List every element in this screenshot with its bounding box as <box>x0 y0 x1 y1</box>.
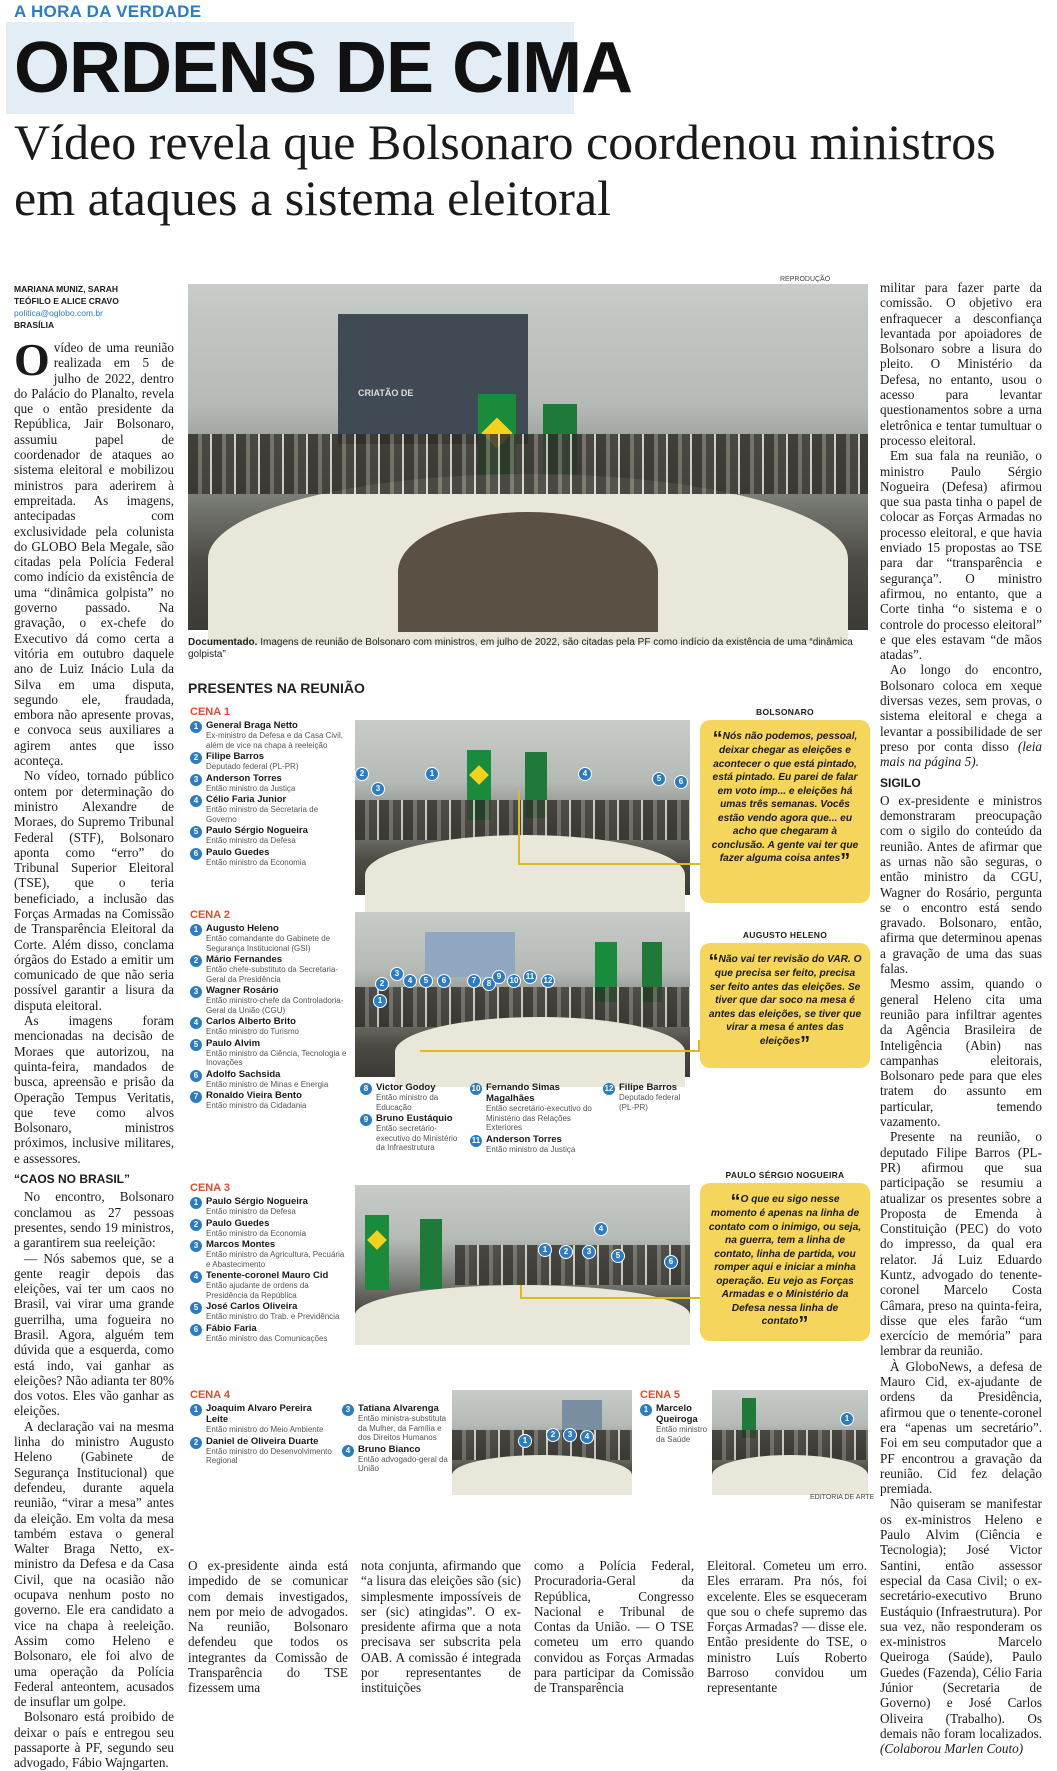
marker-3: 3 <box>390 967 404 981</box>
byline <box>14 283 174 331</box>
cena1-label: CENA 1 <box>190 706 230 718</box>
person-role: Então ministro da Justiça <box>206 783 296 793</box>
person-entry <box>190 1016 350 1037</box>
person-role: Deputado federal (PL-PR) <box>206 762 299 771</box>
quote1-box: “Nós não podemos, pessoal, deixar chegar as eleições e acontecer o que está pintado, está pintado. Eu parei de falar em voto imp... e eleições há umas três semanas. Vocês estão vendo agora que... eu acho que chegaram à conclusão. A gente vai ter que fazer alguma coisa antes” <box>700 720 870 903</box>
person-role: Então ministro da Defesa <box>206 836 296 845</box>
marker-4: 4 <box>403 974 417 988</box>
person-name: Anderson Torres <box>486 1133 562 1145</box>
cena4-list-b <box>342 1403 452 1475</box>
person-entry <box>360 1082 465 1112</box>
marker-3: 3 <box>582 1245 596 1259</box>
person-name: Bruno Eustáquio <box>376 1113 453 1124</box>
person-entry <box>190 1038 350 1068</box>
quote2-box: “Não vai ter revisão do VAR. O que precisa ser feito, precisa ser feito antes das eleições. Se tiver que dar soco na mesa é antes das eleições, se tiver que virar a mesa é antes das eleições” <box>700 943 870 1068</box>
person-role: Então ministro da Economia <box>206 857 307 867</box>
presentes-heading: PRESENTES NA REUNIÃO <box>188 680 365 696</box>
person-entry <box>190 1218 350 1239</box>
person-number: 2 <box>190 1437 202 1449</box>
paragraph: — Nós sabemos que, se a gente reagir depois das eleições, vai ter um caos no Brasil, vai virar uma grande guerrilha, uma fogueira no Brasil. Agora, alguém tem dúvida que a esquerda, como está indo, vai ganhar as eleições? Não adianta ter 80% dos votos. Eles vão ganhar as eleições. <box>14 1250 174 1419</box>
paragraph: Ao longo do encontro, Bolsonaro coloca em xeque diversas vezes, sem provas, o sistema eleitoral e chega a levantar a possibilidade de ser preso por conta disso (leia mais na página 5). <box>880 662 1042 770</box>
paragraph: A declaração vai na mesma linha do ministro Augusto Heleno (Gabinete de Segurança Institucional) que defendeu, durante aquela reunião, “virar a mesa” antes da eleição. Em volta da mesa também estava o general Walter Braga Netto, ex-ministro da Defesa e da Casa Civil, que na ocasião não ocupava nenhum posto no governo. Ele era candidato a vice na chapa à reeleição. Assim como Heleno e Bolsonaro, ele foi alvo de uma operação da Polícia Federal anteontem, acusados de insuflar um golpe. <box>14 1418 174 1710</box>
person-entry <box>190 1436 335 1466</box>
bottom-column-1: O ex-presidente ainda está impedido de se comunicar com demais investigados, nem por meio de advogados. Na reunião, Bolsonaro defendeu que todos os integrantes da Comissão de Transparência do TSE fizessem uma <box>188 1558 348 1696</box>
person-name: Tatiana Alvarenga <box>358 1403 439 1414</box>
person-name: Tenente-coronel Mauro Cid <box>206 1270 329 1281</box>
person-number: 4 <box>190 1017 202 1029</box>
person-name: Wagner Rosário <box>206 985 279 996</box>
marker-1: 1 <box>518 1434 532 1448</box>
person-number: 4 <box>190 1271 202 1283</box>
person-role: Então chefe-substituto da Secretaria-Geral da Presidência <box>206 965 339 984</box>
person-role: Então ministro da Defesa <box>206 1207 296 1216</box>
person-role: Então ministro da Agricultura, Pecuária e Abastecimento <box>206 1250 345 1269</box>
paragraph: As imagens foram mencionadas na decisão de Moraes que autorizou, na quinta-feira, mandados de busca, apreensão e prisão da Operação Tempus Veritatis, que teve como alvos Bolsonaro, ministros próximos, inclusive militares, e assessores. <box>14 1013 174 1166</box>
person-role: Então ministro das Comunicações <box>206 1333 328 1343</box>
cena2-list <box>190 905 350 1112</box>
person-name: José Carlos Oliveira <box>206 1301 298 1312</box>
person-number: 2 <box>190 955 202 967</box>
person-entry <box>190 773 350 794</box>
paragraph: Ovídeo de uma reunião realizada em 5 de julho de 2022, dentro do Palácio do Planalto, revela que o então presidente da República, Jair Bolsonaro, assumiu papel de coordenador de ataques ao sistema eleitoral e mobilizou ministros para aderirem à empreitada. As imagens, antecipadas com exclusividade pela colunista do GLOBO Bela Megale, são citadas pela Polícia Federal como indício da existência de uma “dinâmica golpista” no governo passado. Na gravação, o ex-chefe do Executivo dá como certa a vitória em outubro daquele ano de Luiz Inácio Lula da Silva em uma disputa, segundo ele, fraudada, embora não apresente provas, e convoca seus auxiliares a agirem antes que isso aconteça. <box>14 334 174 769</box>
paragraph: Bolsonaro está proibido de deixar o país e entregou seu passaporte à PF, segundo seu advogado, Fábio Wajngarten. <box>14 1709 174 1771</box>
marker-1: 1 <box>373 994 387 1008</box>
person-number: 8 <box>360 1083 372 1095</box>
quote3-speaker: PAULO SÉRGIO NOGUEIRA <box>725 1170 845 1180</box>
quote1-speaker: BOLSONARO <box>756 707 814 717</box>
cena3-photo <box>355 1185 690 1340</box>
person-entry <box>470 1134 595 1155</box>
dropcap: O <box>14 334 50 385</box>
photo-credit: REPRODUÇÃO <box>780 276 831 283</box>
bottom-column-2: nota conjunta, afirmando que “a lisura das eleições são (sic) simplesmente impossíveis de ser (sic) atingidas”. O ex-presidente afirma que a nota precisava ser subscrita pela OAB. A comissão é integrada por representantes de instituições <box>361 1558 521 1696</box>
person-name: Filipe Barros <box>206 751 265 762</box>
marker-2: 2 <box>375 977 389 991</box>
cena5-list <box>640 1385 710 1445</box>
person-number: 1 <box>190 1197 202 1209</box>
person-name: General Braga Netto <box>206 720 298 731</box>
person-name: Paulo Alvim <box>206 1037 261 1049</box>
person-name: Victor Godoy <box>376 1082 436 1093</box>
person-role: Deputado federal (PL-PR) <box>619 1093 681 1112</box>
person-entry <box>190 825 350 846</box>
person-name: Daniel de Oliveira Duarte <box>206 1435 319 1447</box>
marker-2: 2 <box>546 1428 560 1442</box>
graphic-credit: EDITORIA DE ARTE <box>810 1494 875 1501</box>
flag <box>420 1219 442 1289</box>
meeting-table <box>452 1455 632 1495</box>
marker-5: 5 <box>419 974 433 988</box>
person-entry <box>190 751 350 772</box>
person-number: 2 <box>190 752 202 764</box>
person-number: 3 <box>190 774 202 786</box>
paragraph: Em sua fala na reunião, o ministro Paulo Sérgio Nogueira (Defesa) afirmou que sua pasta tinha o papel de colocar as Forças Armadas no processo eleitoral, e que havia enviado 15 propostas ao TSE para dar “transparência e segurança”. O ministro afirmou, no entanto, que a Corte tinha “o sistema e o controle do processo eleitoral” e que eles estavam “de mãos atadas”. <box>880 448 1042 663</box>
person-number: 3 <box>190 986 202 998</box>
person-number: 3 <box>190 1240 202 1252</box>
marker-7: 7 <box>467 974 481 988</box>
person-name: Carlos Alberto Brito <box>206 1016 296 1027</box>
person-entry <box>190 1403 335 1435</box>
person-number: 9 <box>360 1114 372 1126</box>
person-role: Então ministro da Saúde <box>656 1425 708 1444</box>
person-number: 6 <box>190 848 202 860</box>
marker-1: 1 <box>425 767 439 781</box>
paragraph: Não quiseram se manifestar os ex-ministros Heleno e Paulo Alvim (Ciência e Tecnologia); José Victor Santini, então assessor especial da Casa Civil; o ex-secretário-executivo Bruno Eustáquio (Infraestrutura). Por sua vez, não responderam os ex-ministros Marcelo Queiroga (Saúde), Paulo Guedes (Fazenda), Célio Faria Júnior (Secretaria de Governo) e José Carlos Oliveira (Trabalho). Os demais não foram localizados. (Colaborou Marlen Couto) <box>880 1496 1042 1757</box>
person-entry <box>190 720 350 750</box>
person-name: Marcelo Queiroga <box>656 1403 698 1425</box>
person-role: Então ministro do Turismo <box>206 1027 299 1036</box>
byline-authors-1: MARIANA MUNIZ, SARAH <box>14 284 119 294</box>
cena1-list <box>190 702 350 868</box>
person-number: 4 <box>190 795 202 807</box>
person-entry <box>190 794 350 824</box>
person-entry <box>190 1196 350 1217</box>
photo-caption: Documentado. Imagens de reunião de Bolsonaro com ministros, em julho de 2022, são citadas pela PF como indício da existência de uma “dinâmica golpista” <box>188 637 853 660</box>
cena5-photo <box>712 1390 868 1490</box>
person-name: Paulo Sérgio Nogueira <box>206 825 308 836</box>
byline-city: BRASÍLIA <box>14 320 55 330</box>
cena2-label: CENA 2 <box>190 909 230 921</box>
quote2-speaker: AUGUSTO HELENO <box>742 930 828 940</box>
person-number: 5 <box>190 826 202 838</box>
person-name: Anderson Torres <box>206 772 282 784</box>
marker-8: 8 <box>482 977 496 991</box>
person-number: 1 <box>640 1404 652 1416</box>
person-name: Mário Fernandes <box>206 954 283 965</box>
person-number: 2 <box>190 1219 202 1231</box>
person-entry <box>190 1301 350 1322</box>
section-subhead: SIGILO <box>880 775 921 790</box>
person-number: 6 <box>190 1324 202 1336</box>
meeting-table <box>712 1455 868 1495</box>
person-role: Então ministro da Economia <box>206 1228 307 1238</box>
person-entry <box>190 847 350 868</box>
person-number: 4 <box>342 1445 354 1457</box>
person-entry <box>470 1082 595 1133</box>
person-role: Então ministro da Justiça <box>486 1144 576 1154</box>
marker-2: 2 <box>559 1245 573 1259</box>
person-name: Fábio Faria <box>206 1322 257 1334</box>
marker-6: 6 <box>674 775 688 789</box>
person-role: Então ministro-chefe da Controladoria-Geral da União (CGU) <box>206 996 344 1015</box>
person-number: 3 <box>342 1404 354 1416</box>
person-role: Então secretário-executivo do Ministério das Relações Exteriores <box>486 1104 592 1132</box>
person-name: Paulo Sérgio Nogueira <box>206 1196 308 1207</box>
left-column <box>14 334 174 1771</box>
person-entry <box>342 1403 452 1443</box>
person-role: Então ministro da Secretaria de Governo <box>206 805 319 824</box>
marker-1: 1 <box>538 1243 552 1257</box>
cena2-list-b <box>360 1082 465 1154</box>
quote3-box: “O que eu sigo nesse momento é apenas na linha de contato com o inimigo, ou seja, na guerra, tem a linha de contato, linha de partida, vou romper aqui e iniciar a minha operação. Eu vejo as Forças Armadas e o Ministério da Defesa nessa linha de contato” <box>700 1183 870 1341</box>
cena2-list-c <box>470 1082 595 1155</box>
marker-3: 3 <box>563 1428 577 1442</box>
person-name: Augusto Heleno <box>206 923 279 934</box>
screen-banner: CRIATÃO DE <box>358 388 414 398</box>
marker-3: 3 <box>371 782 385 796</box>
paragraph: No encontro, Bolsonaro conclamou as 27 pessoas presentes, sendo 19 ministros, a garantirem sua reeleição: <box>14 1189 174 1251</box>
person-number: 10 <box>471 1084 481 1093</box>
person-name: Marcos Montes <box>206 1239 276 1250</box>
screen <box>562 1400 602 1430</box>
cena2-list-d <box>603 1082 693 1113</box>
person-name: Célio Faria Junior <box>206 794 287 805</box>
right-column <box>880 280 1042 1757</box>
person-entry <box>190 985 350 1015</box>
marker-6: 6 <box>437 974 451 988</box>
marker-10: 10 <box>507 974 521 988</box>
marker-1: 1 <box>840 1412 854 1426</box>
person-name: Filipe Barros <box>619 1082 678 1093</box>
person-role: Então ministro da Ciência, Tecnologia e Inovações <box>206 1048 347 1067</box>
main-photo <box>188 284 868 630</box>
person-number: 7 <box>190 1091 202 1103</box>
marker-4: 4 <box>580 1430 594 1444</box>
person-entry <box>190 923 350 953</box>
person-role: Ex-ministro da Defesa e da Casa Civil, além de vice na chapa à reeleição <box>206 731 343 750</box>
marker-5: 5 <box>611 1249 625 1263</box>
person-role: Então comandante do Gabinete de Segurança Institucional (GSI) <box>206 934 331 953</box>
person-number: 5 <box>190 1302 202 1314</box>
person-role: Então ajudante de ordens da Presidência da República <box>206 1281 309 1300</box>
attendees <box>188 434 868 494</box>
person-entry <box>190 1270 350 1300</box>
person-entry <box>190 1323 350 1344</box>
subheadline: Vídeo revela que Bolsonaro coordenou ministros em ataques a sistema eleitoral <box>14 114 996 226</box>
byline-authors-2: TEÓFILO E ALICE CRAVO <box>14 296 119 306</box>
person-number: 12 <box>604 1084 614 1093</box>
paragraph: O ex-presidente e ministros demonstraram preocupação com o sigilo do conteúdo da reunião. Antes de afirmar que as urnas não são seguras, o então ministro da CGU, Wagner do Rosário, pergunta se o encontro está sendo gravado. Bolsonaro, então, afirma que determinou apenas a gravação de uma das suas falas. <box>880 792 1042 977</box>
brazil-flag <box>365 1215 389 1290</box>
person-number: 11 <box>471 1135 481 1145</box>
cena4-label: CENA 4 <box>190 1389 230 1401</box>
quote-connector <box>520 1285 700 1299</box>
cena4-list <box>190 1385 335 1467</box>
person-name: Ronaldo Vieira Bento <box>206 1090 302 1101</box>
person-entry <box>603 1082 693 1112</box>
marker-11: 11 <box>523 970 537 984</box>
person-number: 1 <box>190 924 202 936</box>
cena3-label: CENA 3 <box>190 1182 230 1194</box>
headline: ORDENS DE CIMA <box>14 28 633 108</box>
byline-email[interactable]: politica@oglobo.com.br <box>14 308 103 318</box>
person-entry <box>360 1113 465 1153</box>
paragraph: No vídeo, tornado público ontem por determinação do ministro Alexandre de Moraes, do Supremo Tribunal Federal (STF), Bolsonaro aponta como “erro” do Tribunal Superior Eleitoral (TSE), que o teria beneficiado, a inclusão das Forças Armadas na Comissão de Transparência Eleitoral da Corte. Além disso, conclama órgãos do Estado a emitir um comunicado de que não seria possível garantir a lisura da disputa eleitoral. <box>14 768 174 1013</box>
person-entry <box>190 1239 350 1269</box>
person-role: Então secretário-executivo do Ministério da Infraestrutura <box>376 1124 458 1152</box>
meeting-table <box>395 1017 685 1087</box>
kicker: A HORA DA VERDADE <box>14 2 202 21</box>
marker-2: 2 <box>355 767 369 781</box>
person-role: Então ministro da Cidadania <box>206 1101 307 1110</box>
cena2-photo <box>355 912 690 1077</box>
person-entry <box>190 1090 350 1111</box>
marker-9: 9 <box>492 970 506 984</box>
person-role: Então ministra-substituta da Mulher, da Família e dos Direitos Humanos <box>358 1414 447 1442</box>
person-number: 6 <box>190 1070 202 1082</box>
cena3-list <box>190 1178 350 1344</box>
person-name: Paulo Guedes <box>206 846 270 858</box>
person-name: Paulo Guedes <box>206 1217 270 1229</box>
quote-connector <box>518 790 708 865</box>
paragraph: Presente na reunião, o deputado Filipe Barros (PL-PR) afirmou que sua participação se resumiu a atualizar os presentes sobre a Proposta de Emenda à Constituição (PEC) do voto do impresso, da qual era relator. Já Luiz Eduardo Kuntz, advogado do tenente-coronel Marcelo Costa Câmara, preso na quinta-feira, disse que eles farão “um exercício de memória” para lembrar da reunião. <box>880 1129 1042 1359</box>
bottom-column-4: Eleitoral. Cometeu um erro. Eles erraram. Pra nós, foi excelente. Eles se esqueceram que sou o chefe supremo das Forças Armadas? — disse ele. Então presidente do TSE, o ministro Luís Roberto Barroso convidou um representante <box>707 1558 867 1696</box>
person-entry <box>640 1403 710 1444</box>
cena5-label: CENA 5 <box>640 1389 680 1401</box>
person-name: Fernando Simas Magalhães <box>486 1082 560 1104</box>
table-center <box>398 512 658 632</box>
marker-12: 12 <box>541 974 555 988</box>
person-number: 1 <box>190 1404 202 1416</box>
person-role: Então ministro do Desenvolvimento Regional <box>206 1446 332 1465</box>
paragraph: militar para fazer parte da comissão. O objetivo era enfraquecer a desconfiança levantada por apoiadores de Bolsonaro sobre a lisura do pleito. O Ministério da Defesa, no entanto, usou o acesso para levantar questionamentos sobre a urna eletrônica e tentar tumultuar o processo eleitoral. <box>880 280 1042 448</box>
quote-connector <box>420 1040 700 1052</box>
marker-4: 4 <box>578 767 592 781</box>
marker-4: 4 <box>594 1222 608 1236</box>
person-entry <box>190 1069 350 1090</box>
person-entry <box>190 954 350 984</box>
person-role: Então ministro da Educação <box>376 1093 439 1112</box>
person-role: Então ministro do Meio Ambiente <box>206 1425 324 1434</box>
paragraph: À GloboNews, a defesa de Mauro Cid, ex-ajudante de ordens da Presidência, afirmou que o tenente-coronel era “apenas um secretário”. Foi em seu computador que a PF encontrou a gravação da reunião. Cid fez delação premiada. <box>880 1358 1042 1497</box>
person-role: Então ministro do Trab. e Previdência <box>206 1312 340 1321</box>
paragraph: Mesmo assim, quando o general Heleno cita uma reunião para infiltrar agentes da Agência Brasileira de Inteligência (Abin) nas campanhas eleitorais, Bolsonaro pede para que eles tratem do assunto em particular, temendo vazamento. <box>880 976 1042 1130</box>
marker-6: 6 <box>664 1255 678 1269</box>
cena4-photo <box>452 1390 632 1490</box>
person-role: Então advogado-geral da União <box>358 1454 448 1473</box>
person-name: Bruno Bianco <box>358 1443 421 1455</box>
person-role: Então ministro de Minas e Energia <box>206 1079 329 1089</box>
person-entry <box>342 1444 452 1474</box>
bottom-column-3: como a Polícia Federal, Procuradoria-Geral da República, Congresso Nacional e Tribunal de Contas da União. — O TSE cometeu um erro quando convidou as Forças Armadas para participar da Comissão de Transparência <box>534 1558 694 1696</box>
section-subhead: “CAOS NO BRASIL” <box>14 1172 131 1187</box>
person-number: 5 <box>190 1039 202 1051</box>
person-name: Adolfo Sachsida <box>206 1068 281 1080</box>
marker-5: 5 <box>652 772 666 786</box>
person-number: 1 <box>190 721 202 733</box>
person-name: Joaquim Alvaro Pereira Leite <box>206 1403 312 1425</box>
